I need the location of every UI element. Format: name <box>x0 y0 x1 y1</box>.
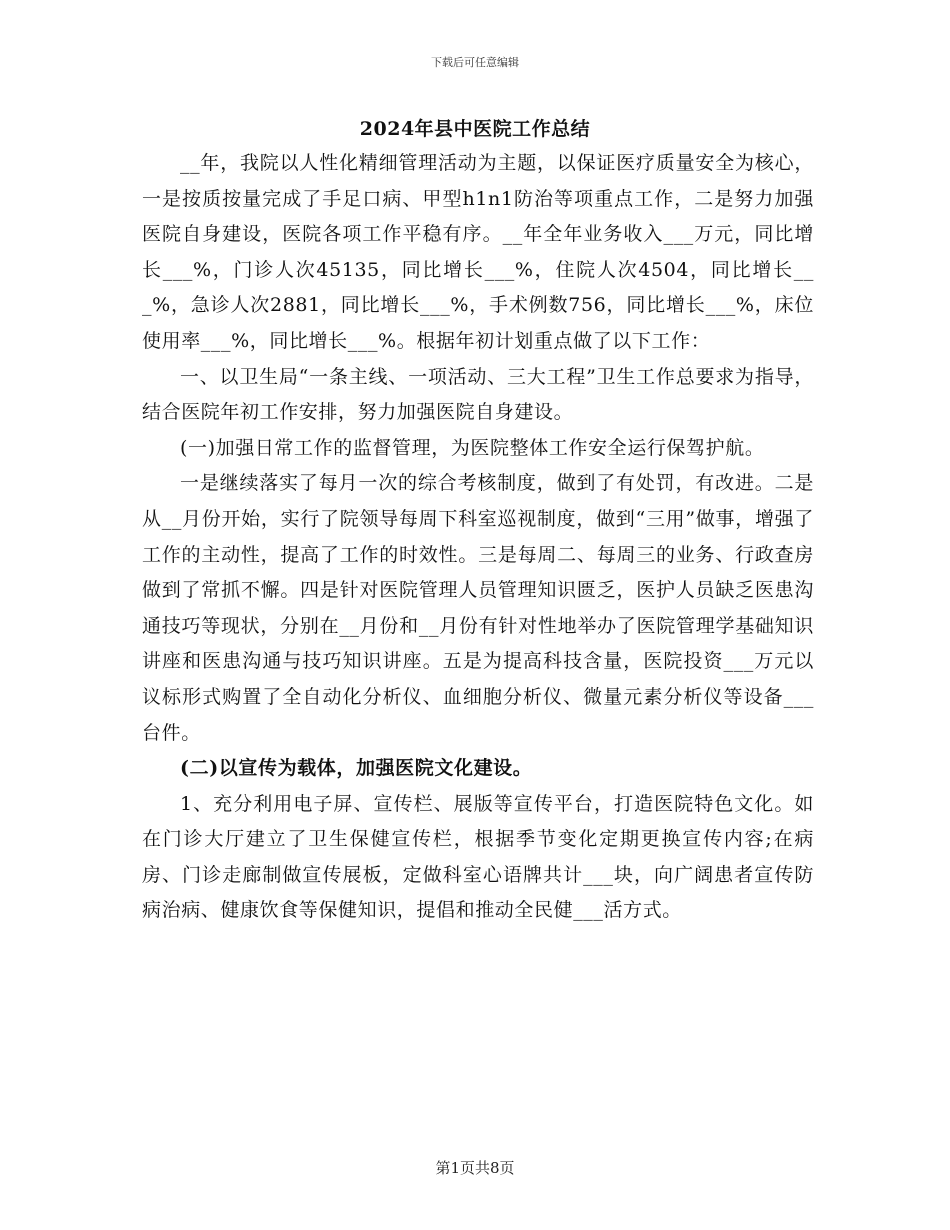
document-body <box>142 146 814 929</box>
paragraph-publicity: 1、充分利用电子屏、宣传栏、展版等宣传平台，打造医院特色文化。如在门诊大厅建立了卫生保健宣传栏，根据季节变化定期更换宣传内容;在病房、门诊走廊制做宣传展板，定做科室心语牌共计___块，向广阔患者宣传防病治病、健康饮食等保健知识，提倡和推动全民健___活方式。 <box>142 792 814 922</box>
page-number: 第1页共8页 <box>435 1159 515 1177</box>
paragraph-section-one: 一、以卫生局“一条主线、一项活动、三大工程”卫生工作总要求为指导，结合医院年初工作安排，努力加强医院自身建设。 <box>142 365 814 424</box>
header-note: 下载后可任意编辑 <box>431 56 519 69</box>
paragraph-subsection-one: (一)加强日常工作的监督管理，为医院整体工作安全运行保驾护航。 <box>180 436 765 459</box>
paragraph-intro: __年，我院以人性化精细管理活动为主题，以保证医疗质量安全为核心，一是按质按量完成了手足口病、甲型h1n1防治等项重点工作，二是努力加强医院自身建设，医院各项工作平稳有序。__年全年业务收入___万元，同比增长___%，门诊人次45135，同比增长___%，住院人次4504，同比增长___%，急诊人次2881，同比增长___%，手术例数756，同比增长___%，床位使用率___%，同比增长___%。根据年初计划重点做了以下工作： <box>142 152 814 352</box>
paragraph-measures: 一是继续落实了每月一次的综合考核制度，做到了有处罚，有改进。二是从__月份开始，实行了院领导每周下科室巡视制度，做到“三用”做事，增强了工作的主动性，提高了工作的时效性。三是每周二、每周三的业务、行政查房做到了常抓不懈。四是针对医院管理人员管理知识匮乏，医护人员缺乏医患沟通技巧等现状，分别在__月份和__月份有针对性地举办了医院管理学基础知识讲座和医患沟通与技巧知识讲座。五是为提高科技含量，医院投资___万元以议标形式购置了全自动化分析仪、血细胞分析仪、微量元素分析仪等设备___台件。 <box>142 472 814 744</box>
document-title: 2024年县中医院工作总结 <box>359 118 591 140</box>
paragraph-subsection-two: (二)以宣传为载体，加强医院文化建设。 <box>180 757 533 780</box>
